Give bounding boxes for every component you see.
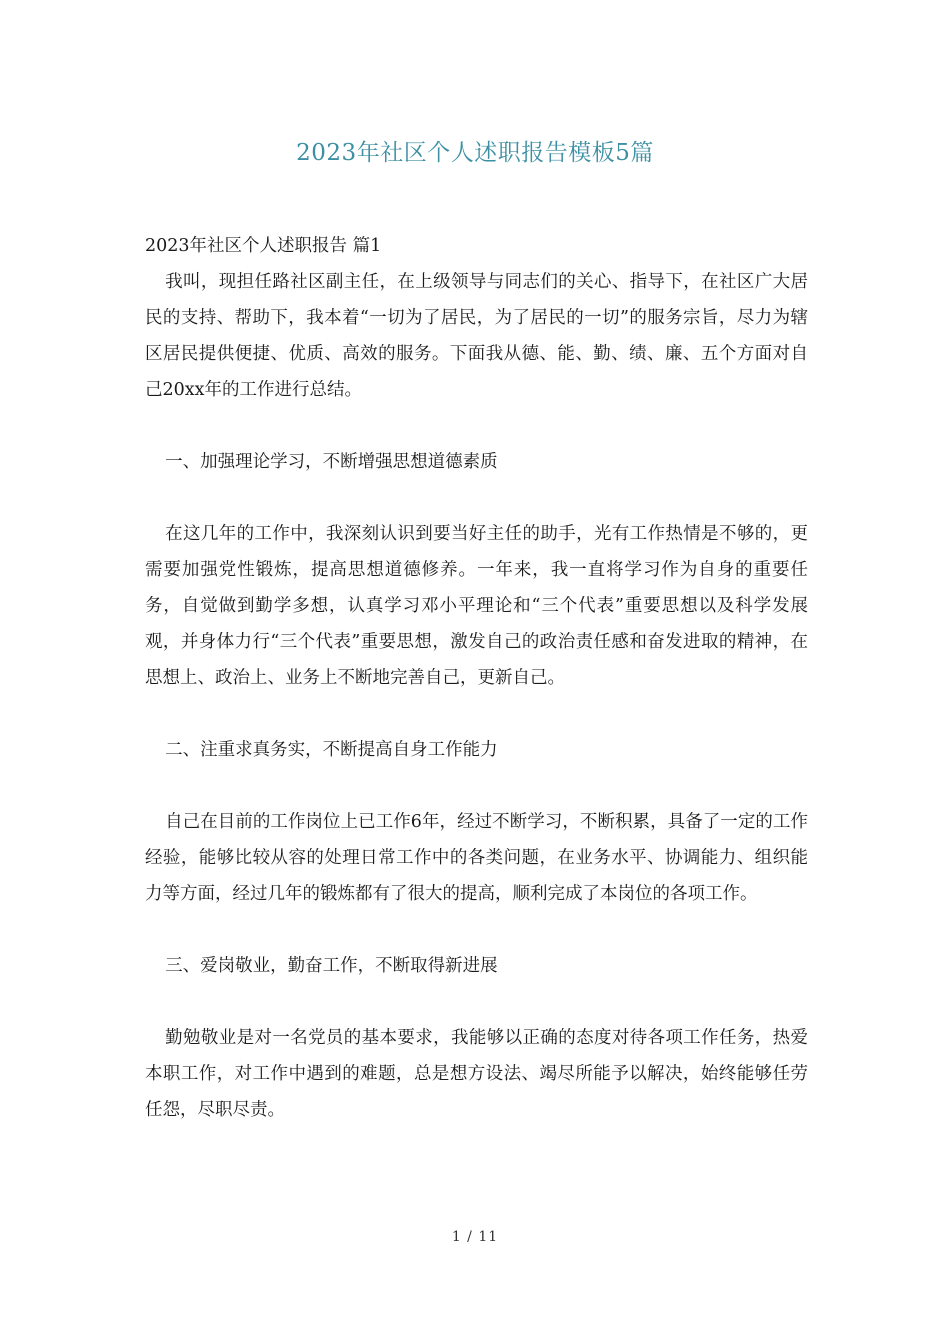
section-heading-3: 三、爱岗敬业，勤奋工作，不断取得新进展 [165,956,498,976]
body-paragraph-3: 勤勉敬业是对一名党员的基本要求，我能够以正确的态度对待各项工作任务，热爱本职工作，对工作中遇到的难题，总是想方设法、竭尽所能予以解决，始终能够任劳任怨，尽职尽责。 [145,1028,808,1120]
section-label: 2023年社区个人述职报告 篇1 [145,236,382,256]
body-paragraph-1: 在这几年的工作中，我深刻认识到要当好主任的助手，光有工作热情是不够的，更需要加强党性锻炼，提高思想道德修养。一年来，我一直将学习作为自身的重要任务，自觉做到勤学多想，认真学习邓小平理论和“三个代表”重要思想以及科学发展观，并身体力行“三个代表”重要思想，激发自己的政治责任感和奋发进取的精神，在思想上、政治上、业务上不断地完善自己，更新自己。 [145,524,808,688]
body-paragraph-2: 自己在目前的工作岗位上已工作6年，经过不断学习，不断积累，具备了一定的工作经验，能够比较从容的处理日常工作中的各类问题，在业务水平、协调能力、组织能力等方面，经过几年的锻炼都有了很大的提高，顺利完成了本岗位的各项工作。 [145,812,808,904]
spacer [145,768,808,804]
section-heading-1: 一、加强理论学习，不断增强思想道德素质 [165,452,498,472]
intro-paragraph: 我叫，现担任路社区副主任，在上级领导与同志们的关心、指导下，在社区广大居民的支持、帮助下，我本着“一切为了居民，为了居民的一切”的服务宗旨，尽力为辖区居民提供便捷、优质、高效的服务。下面我从德、能、勤、绩、廉、五个方面对自己20xx年的工作进行总结。 [145,272,808,400]
spacer [145,408,808,444]
document-body [145,228,808,1128]
document-title: 2023年社区个人述职报告模板5篇 [296,140,654,166]
spacer [145,696,808,732]
page-number: 1 / 11 [451,1229,499,1245]
section-heading-2: 二、注重求真务实，不断提高自身工作能力 [165,740,498,760]
spacer [145,912,808,948]
spacer [145,480,808,516]
spacer [145,984,808,1020]
